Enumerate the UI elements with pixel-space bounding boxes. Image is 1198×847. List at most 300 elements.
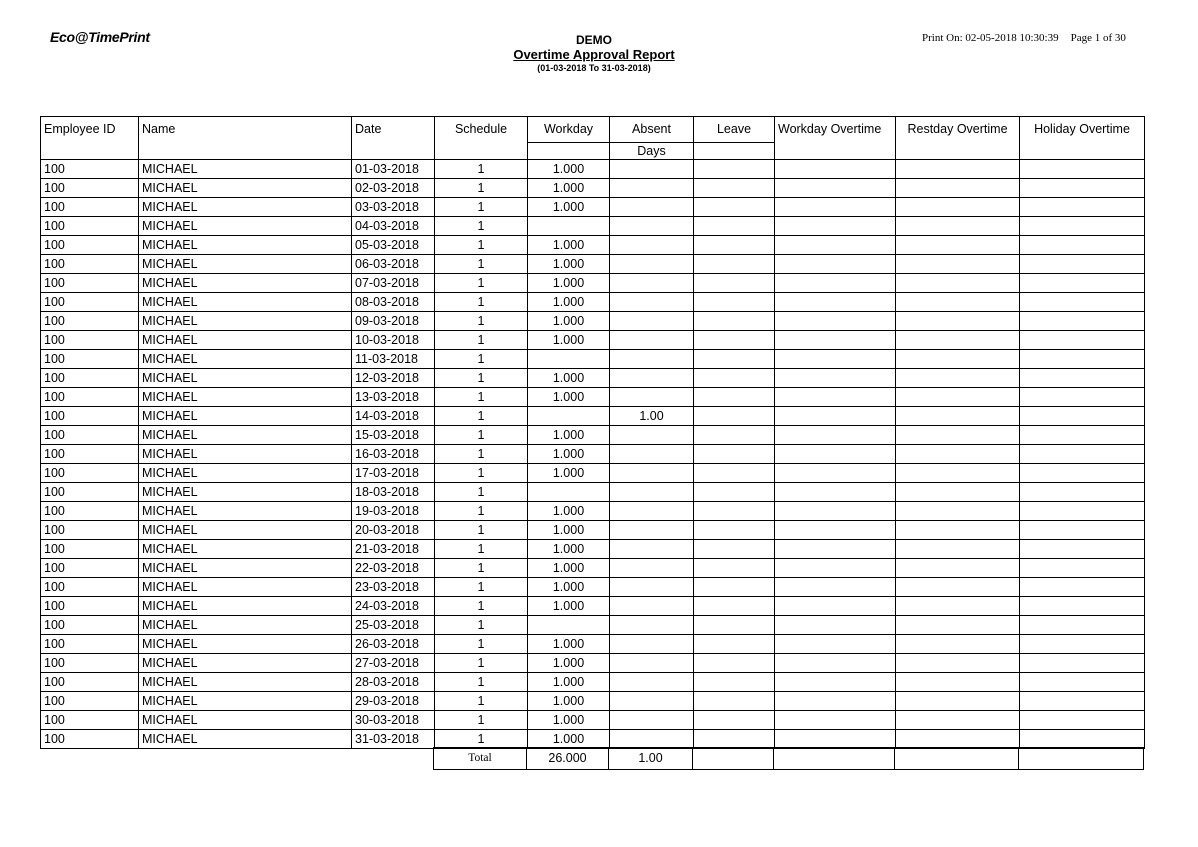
- table-row: [41, 445, 1145, 464]
- cell-holiday-overtime: [1020, 160, 1145, 179]
- cell-employee-id: 100: [41, 559, 139, 578]
- table-row: [41, 597, 1145, 616]
- cell-date: 08-03-2018: [352, 293, 435, 312]
- cell-schedule: 1: [435, 293, 528, 312]
- table-row: [41, 654, 1145, 673]
- table-row: [41, 407, 1145, 426]
- cell-employee-id: 100: [41, 426, 139, 445]
- cell-workday: [528, 217, 610, 236]
- cell-restday-overtime: [896, 369, 1020, 388]
- cell-workday: 1.000: [528, 369, 610, 388]
- cell-leave: [694, 464, 775, 483]
- cell-workday-overtime: [775, 616, 896, 635]
- cell-workday: 1.000: [528, 255, 610, 274]
- cell-name: MICHAEL: [139, 483, 352, 502]
- cell-employee-id: 100: [41, 578, 139, 597]
- cell-workday-overtime: [775, 350, 896, 369]
- cell-workday-overtime: [775, 426, 896, 445]
- report-heading: [444, 33, 744, 74]
- cell-workday: 1.000: [528, 464, 610, 483]
- cell-leave: [694, 426, 775, 445]
- cell-date: 24-03-2018: [352, 597, 435, 616]
- cell-holiday-overtime: [1020, 388, 1145, 407]
- cell-name: MICHAEL: [139, 730, 352, 749]
- cell-absent: [610, 255, 694, 274]
- cell-schedule: 1: [435, 654, 528, 673]
- cell-leave: [694, 673, 775, 692]
- cell-workday: [528, 407, 610, 426]
- cell-holiday-overtime: [1020, 692, 1145, 711]
- cell-schedule: 1: [435, 236, 528, 255]
- cell-leave: [694, 198, 775, 217]
- cell-date: 04-03-2018: [352, 217, 435, 236]
- cell-schedule: 1: [435, 559, 528, 578]
- cell-leave: [694, 217, 775, 236]
- cell-date: 27-03-2018: [352, 654, 435, 673]
- header-workday-overtime: Workday Overtime: [775, 117, 896, 160]
- cell-holiday-overtime: [1020, 730, 1145, 749]
- cell-leave: [694, 179, 775, 198]
- cell-workday-overtime: [775, 464, 896, 483]
- cell-employee-id: 100: [41, 255, 139, 274]
- cell-schedule: 1: [435, 388, 528, 407]
- cell-name: MICHAEL: [139, 597, 352, 616]
- cell-date: 31-03-2018: [352, 730, 435, 749]
- cell-schedule: 1: [435, 483, 528, 502]
- cell-restday-overtime: [896, 255, 1020, 274]
- cell-holiday-overtime: [1020, 331, 1145, 350]
- cell-absent: [610, 331, 694, 350]
- total-workday-overtime: [774, 748, 895, 770]
- cell-date: 22-03-2018: [352, 559, 435, 578]
- header-restday-overtime: Restday Overtime: [896, 117, 1020, 160]
- cell-absent: [610, 369, 694, 388]
- table-row: [41, 198, 1145, 217]
- cell-restday-overtime: [896, 179, 1020, 198]
- cell-workday: 1.000: [528, 559, 610, 578]
- cell-leave: [694, 730, 775, 749]
- cell-restday-overtime: [896, 559, 1020, 578]
- cell-date: 18-03-2018: [352, 483, 435, 502]
- cell-absent: [610, 464, 694, 483]
- cell-workday-overtime: [775, 654, 896, 673]
- cell-absent: [610, 673, 694, 692]
- cell-schedule: 1: [435, 179, 528, 198]
- cell-schedule: 1: [435, 198, 528, 217]
- cell-restday-overtime: [896, 540, 1020, 559]
- cell-holiday-overtime: [1020, 407, 1145, 426]
- cell-leave: [694, 160, 775, 179]
- table-row: [41, 730, 1145, 749]
- cell-name: MICHAEL: [139, 578, 352, 597]
- cell-holiday-overtime: [1020, 597, 1145, 616]
- cell-name: MICHAEL: [139, 540, 352, 559]
- cell-schedule: 1: [435, 711, 528, 730]
- table-row: [41, 350, 1145, 369]
- cell-workday-overtime: [775, 160, 896, 179]
- cell-date: 23-03-2018: [352, 578, 435, 597]
- cell-holiday-overtime: [1020, 483, 1145, 502]
- cell-workday: [528, 616, 610, 635]
- cell-absent: [610, 502, 694, 521]
- cell-name: MICHAEL: [139, 312, 352, 331]
- cell-schedule: 1: [435, 331, 528, 350]
- header-employee-id: Employee ID: [41, 117, 139, 160]
- app-name: Eco@TimePrint: [50, 29, 150, 45]
- cell-leave: [694, 312, 775, 331]
- cell-workday-overtime: [775, 198, 896, 217]
- cell-workday: 1.000: [528, 635, 610, 654]
- cell-workday-overtime: [775, 179, 896, 198]
- cell-workday: 1.000: [528, 597, 610, 616]
- cell-date: 19-03-2018: [352, 502, 435, 521]
- cell-name: MICHAEL: [139, 350, 352, 369]
- cell-date: 26-03-2018: [352, 635, 435, 654]
- total-absent: 1.00: [609, 748, 693, 770]
- cell-absent: [610, 179, 694, 198]
- cell-absent: [610, 692, 694, 711]
- cell-leave: [694, 445, 775, 464]
- totals-row: [433, 747, 1144, 770]
- cell-name: MICHAEL: [139, 426, 352, 445]
- cell-schedule: 1: [435, 730, 528, 749]
- cell-workday-overtime: [775, 711, 896, 730]
- cell-date: 30-03-2018: [352, 711, 435, 730]
- cell-restday-overtime: [896, 654, 1020, 673]
- table-row: [41, 236, 1145, 255]
- cell-employee-id: 100: [41, 445, 139, 464]
- cell-name: MICHAEL: [139, 616, 352, 635]
- cell-holiday-overtime: [1020, 711, 1145, 730]
- cell-name: MICHAEL: [139, 464, 352, 483]
- cell-employee-id: 100: [41, 597, 139, 616]
- cell-workday: 1.000: [528, 331, 610, 350]
- header-schedule: Schedule: [435, 117, 528, 160]
- table-row: [41, 179, 1145, 198]
- cell-employee-id: 100: [41, 540, 139, 559]
- cell-workday: 1.000: [528, 673, 610, 692]
- table-row: [41, 293, 1145, 312]
- cell-employee-id: 100: [41, 198, 139, 217]
- cell-leave: [694, 540, 775, 559]
- cell-workday-overtime: [775, 312, 896, 331]
- cell-date: 01-03-2018: [352, 160, 435, 179]
- cell-employee-id: 100: [41, 464, 139, 483]
- cell-schedule: 1: [435, 597, 528, 616]
- cell-date: 11-03-2018: [352, 350, 435, 369]
- cell-leave: [694, 388, 775, 407]
- cell-name: MICHAEL: [139, 654, 352, 673]
- cell-name: MICHAEL: [139, 331, 352, 350]
- report-body: [41, 160, 1145, 749]
- date-range: (01-03-2018 To 31-03-2018): [537, 63, 651, 73]
- cell-absent: [610, 521, 694, 540]
- report-table: [40, 116, 1145, 749]
- cell-workday: 1.000: [528, 274, 610, 293]
- cell-employee-id: 100: [41, 274, 139, 293]
- cell-employee-id: 100: [41, 312, 139, 331]
- cell-workday-overtime: [775, 255, 896, 274]
- cell-holiday-overtime: [1020, 369, 1145, 388]
- cell-employee-id: 100: [41, 217, 139, 236]
- table-row: [41, 369, 1145, 388]
- cell-date: 14-03-2018: [352, 407, 435, 426]
- cell-schedule: 1: [435, 350, 528, 369]
- cell-leave: [694, 578, 775, 597]
- cell-leave: [694, 274, 775, 293]
- total-leave: [693, 748, 774, 770]
- cell-workday-overtime: [775, 388, 896, 407]
- cell-date: 09-03-2018: [352, 312, 435, 331]
- cell-employee-id: 100: [41, 388, 139, 407]
- cell-absent: [610, 217, 694, 236]
- cell-workday: [528, 483, 610, 502]
- header-date: Date: [352, 117, 435, 160]
- table-row: [41, 388, 1145, 407]
- cell-holiday-overtime: [1020, 654, 1145, 673]
- cell-holiday-overtime: [1020, 540, 1145, 559]
- cell-name: MICHAEL: [139, 217, 352, 236]
- cell-workday: 1.000: [528, 236, 610, 255]
- cell-holiday-overtime: [1020, 350, 1145, 369]
- cell-name: MICHAEL: [139, 274, 352, 293]
- cell-name: MICHAEL: [139, 179, 352, 198]
- cell-holiday-overtime: [1020, 293, 1145, 312]
- cell-holiday-overtime: [1020, 673, 1145, 692]
- cell-absent: [610, 445, 694, 464]
- cell-name: MICHAEL: [139, 369, 352, 388]
- cell-restday-overtime: [896, 445, 1020, 464]
- cell-holiday-overtime: [1020, 255, 1145, 274]
- cell-leave: [694, 255, 775, 274]
- cell-date: 17-03-2018: [352, 464, 435, 483]
- print-info: [922, 32, 1126, 44]
- total-restday-overtime: [895, 748, 1019, 770]
- cell-holiday-overtime: [1020, 616, 1145, 635]
- cell-holiday-overtime: [1020, 445, 1145, 464]
- cell-schedule: 1: [435, 673, 528, 692]
- cell-leave: [694, 692, 775, 711]
- cell-employee-id: 100: [41, 293, 139, 312]
- table-row: [41, 616, 1145, 635]
- cell-name: MICHAEL: [139, 198, 352, 217]
- cell-leave: [694, 293, 775, 312]
- cell-schedule: 1: [435, 464, 528, 483]
- cell-absent: [610, 483, 694, 502]
- cell-schedule: 1: [435, 274, 528, 293]
- cell-workday-overtime: [775, 730, 896, 749]
- cell-holiday-overtime: [1020, 274, 1145, 293]
- cell-employee-id: 100: [41, 407, 139, 426]
- cell-holiday-overtime: [1020, 578, 1145, 597]
- cell-date: 10-03-2018: [352, 331, 435, 350]
- cell-date: 12-03-2018: [352, 369, 435, 388]
- cell-date: 03-03-2018: [352, 198, 435, 217]
- cell-workday-overtime: [775, 445, 896, 464]
- cell-holiday-overtime: [1020, 502, 1145, 521]
- cell-restday-overtime: [896, 236, 1020, 255]
- cell-leave: [694, 483, 775, 502]
- cell-workday-overtime: [775, 521, 896, 540]
- table-row: [41, 312, 1145, 331]
- header-holiday-overtime: Holiday Overtime: [1020, 117, 1145, 160]
- cell-name: MICHAEL: [139, 635, 352, 654]
- cell-employee-id: 100: [41, 483, 139, 502]
- cell-name: MICHAEL: [139, 445, 352, 464]
- cell-workday-overtime: [775, 540, 896, 559]
- cell-employee-id: 100: [41, 160, 139, 179]
- cell-absent: [610, 616, 694, 635]
- cell-schedule: 1: [435, 445, 528, 464]
- cell-employee-id: 100: [41, 692, 139, 711]
- cell-date: 28-03-2018: [352, 673, 435, 692]
- cell-leave: [694, 597, 775, 616]
- cell-restday-overtime: [896, 616, 1020, 635]
- cell-absent: [610, 597, 694, 616]
- cell-employee-id: 100: [41, 635, 139, 654]
- cell-workday-overtime: [775, 217, 896, 236]
- cell-restday-overtime: [896, 673, 1020, 692]
- cell-absent: [610, 293, 694, 312]
- cell-schedule: 1: [435, 160, 528, 179]
- cell-schedule: 1: [435, 635, 528, 654]
- cell-leave: [694, 407, 775, 426]
- header-leave: Leave: [694, 117, 775, 143]
- table-row: [41, 331, 1145, 350]
- header-workday: Workday: [528, 117, 610, 143]
- cell-holiday-overtime: [1020, 426, 1145, 445]
- cell-leave: [694, 369, 775, 388]
- cell-workday: 1.000: [528, 198, 610, 217]
- table-row: [41, 540, 1145, 559]
- cell-employee-id: 100: [41, 502, 139, 521]
- table-row: [41, 483, 1145, 502]
- table-row: [41, 255, 1145, 274]
- cell-employee-id: 100: [41, 331, 139, 350]
- cell-restday-overtime: [896, 635, 1020, 654]
- cell-date: 25-03-2018: [352, 616, 435, 635]
- cell-workday-overtime: [775, 635, 896, 654]
- cell-restday-overtime: [896, 502, 1020, 521]
- cell-employee-id: 100: [41, 179, 139, 198]
- cell-schedule: 1: [435, 692, 528, 711]
- cell-workday-overtime: [775, 692, 896, 711]
- cell-absent: [610, 635, 694, 654]
- table-row: [41, 217, 1145, 236]
- cell-restday-overtime: [896, 578, 1020, 597]
- cell-date: 07-03-2018: [352, 274, 435, 293]
- cell-date: 15-03-2018: [352, 426, 435, 445]
- cell-workday: 1.000: [528, 730, 610, 749]
- cell-schedule: 1: [435, 369, 528, 388]
- cell-leave: [694, 654, 775, 673]
- header-days-blank-left: [528, 143, 610, 160]
- cell-workday: 1.000: [528, 654, 610, 673]
- cell-date: 05-03-2018: [352, 236, 435, 255]
- cell-absent: [610, 540, 694, 559]
- table-row: [41, 426, 1145, 445]
- cell-leave: [694, 350, 775, 369]
- cell-workday: 1.000: [528, 388, 610, 407]
- cell-leave: [694, 635, 775, 654]
- cell-workday: 1.000: [528, 179, 610, 198]
- cell-workday-overtime: [775, 559, 896, 578]
- cell-name: MICHAEL: [139, 236, 352, 255]
- cell-workday: 1.000: [528, 293, 610, 312]
- cell-date: 21-03-2018: [352, 540, 435, 559]
- cell-employee-id: 100: [41, 730, 139, 749]
- cell-leave: [694, 521, 775, 540]
- cell-date: 16-03-2018: [352, 445, 435, 464]
- company-name: DEMO: [576, 33, 612, 47]
- cell-name: MICHAEL: [139, 160, 352, 179]
- table-row: [41, 673, 1145, 692]
- cell-holiday-overtime: [1020, 559, 1145, 578]
- cell-name: MICHAEL: [139, 388, 352, 407]
- cell-workday: 1.000: [528, 711, 610, 730]
- cell-workday-overtime: [775, 369, 896, 388]
- cell-employee-id: 100: [41, 616, 139, 635]
- cell-employee-id: 100: [41, 369, 139, 388]
- cell-workday: 1.000: [528, 312, 610, 331]
- total-workday: 26.000: [527, 748, 609, 770]
- cell-absent: [610, 711, 694, 730]
- cell-restday-overtime: [896, 464, 1020, 483]
- cell-schedule: 1: [435, 312, 528, 331]
- header-name: Name: [139, 117, 352, 160]
- cell-name: MICHAEL: [139, 255, 352, 274]
- cell-absent: [610, 236, 694, 255]
- table-row: [41, 521, 1145, 540]
- cell-workday-overtime: [775, 407, 896, 426]
- cell-restday-overtime: [896, 483, 1020, 502]
- cell-holiday-overtime: [1020, 312, 1145, 331]
- table-row: [41, 578, 1145, 597]
- cell-employee-id: 100: [41, 350, 139, 369]
- cell-workday-overtime: [775, 236, 896, 255]
- cell-holiday-overtime: [1020, 217, 1145, 236]
- cell-restday-overtime: [896, 388, 1020, 407]
- cell-restday-overtime: [896, 274, 1020, 293]
- cell-schedule: 1: [435, 217, 528, 236]
- header-absent: Absent: [610, 117, 694, 143]
- cell-restday-overtime: [896, 711, 1020, 730]
- table-row: [41, 692, 1145, 711]
- cell-absent: [610, 654, 694, 673]
- cell-date: 06-03-2018: [352, 255, 435, 274]
- cell-workday: 1.000: [528, 160, 610, 179]
- cell-schedule: 1: [435, 578, 528, 597]
- cell-name: MICHAEL: [139, 407, 352, 426]
- table-row: [41, 274, 1145, 293]
- cell-absent: [610, 274, 694, 293]
- cell-absent: [610, 578, 694, 597]
- cell-absent: [610, 388, 694, 407]
- cell-name: MICHAEL: [139, 711, 352, 730]
- cell-workday-overtime: [775, 578, 896, 597]
- cell-employee-id: 100: [41, 521, 139, 540]
- cell-name: MICHAEL: [139, 692, 352, 711]
- cell-holiday-overtime: [1020, 236, 1145, 255]
- cell-leave: [694, 616, 775, 635]
- cell-workday: 1.000: [528, 426, 610, 445]
- cell-workday-overtime: [775, 293, 896, 312]
- cell-workday: 1.000: [528, 540, 610, 559]
- cell-workday-overtime: [775, 597, 896, 616]
- cell-schedule: 1: [435, 407, 528, 426]
- cell-restday-overtime: [896, 160, 1020, 179]
- cell-schedule: 1: [435, 616, 528, 635]
